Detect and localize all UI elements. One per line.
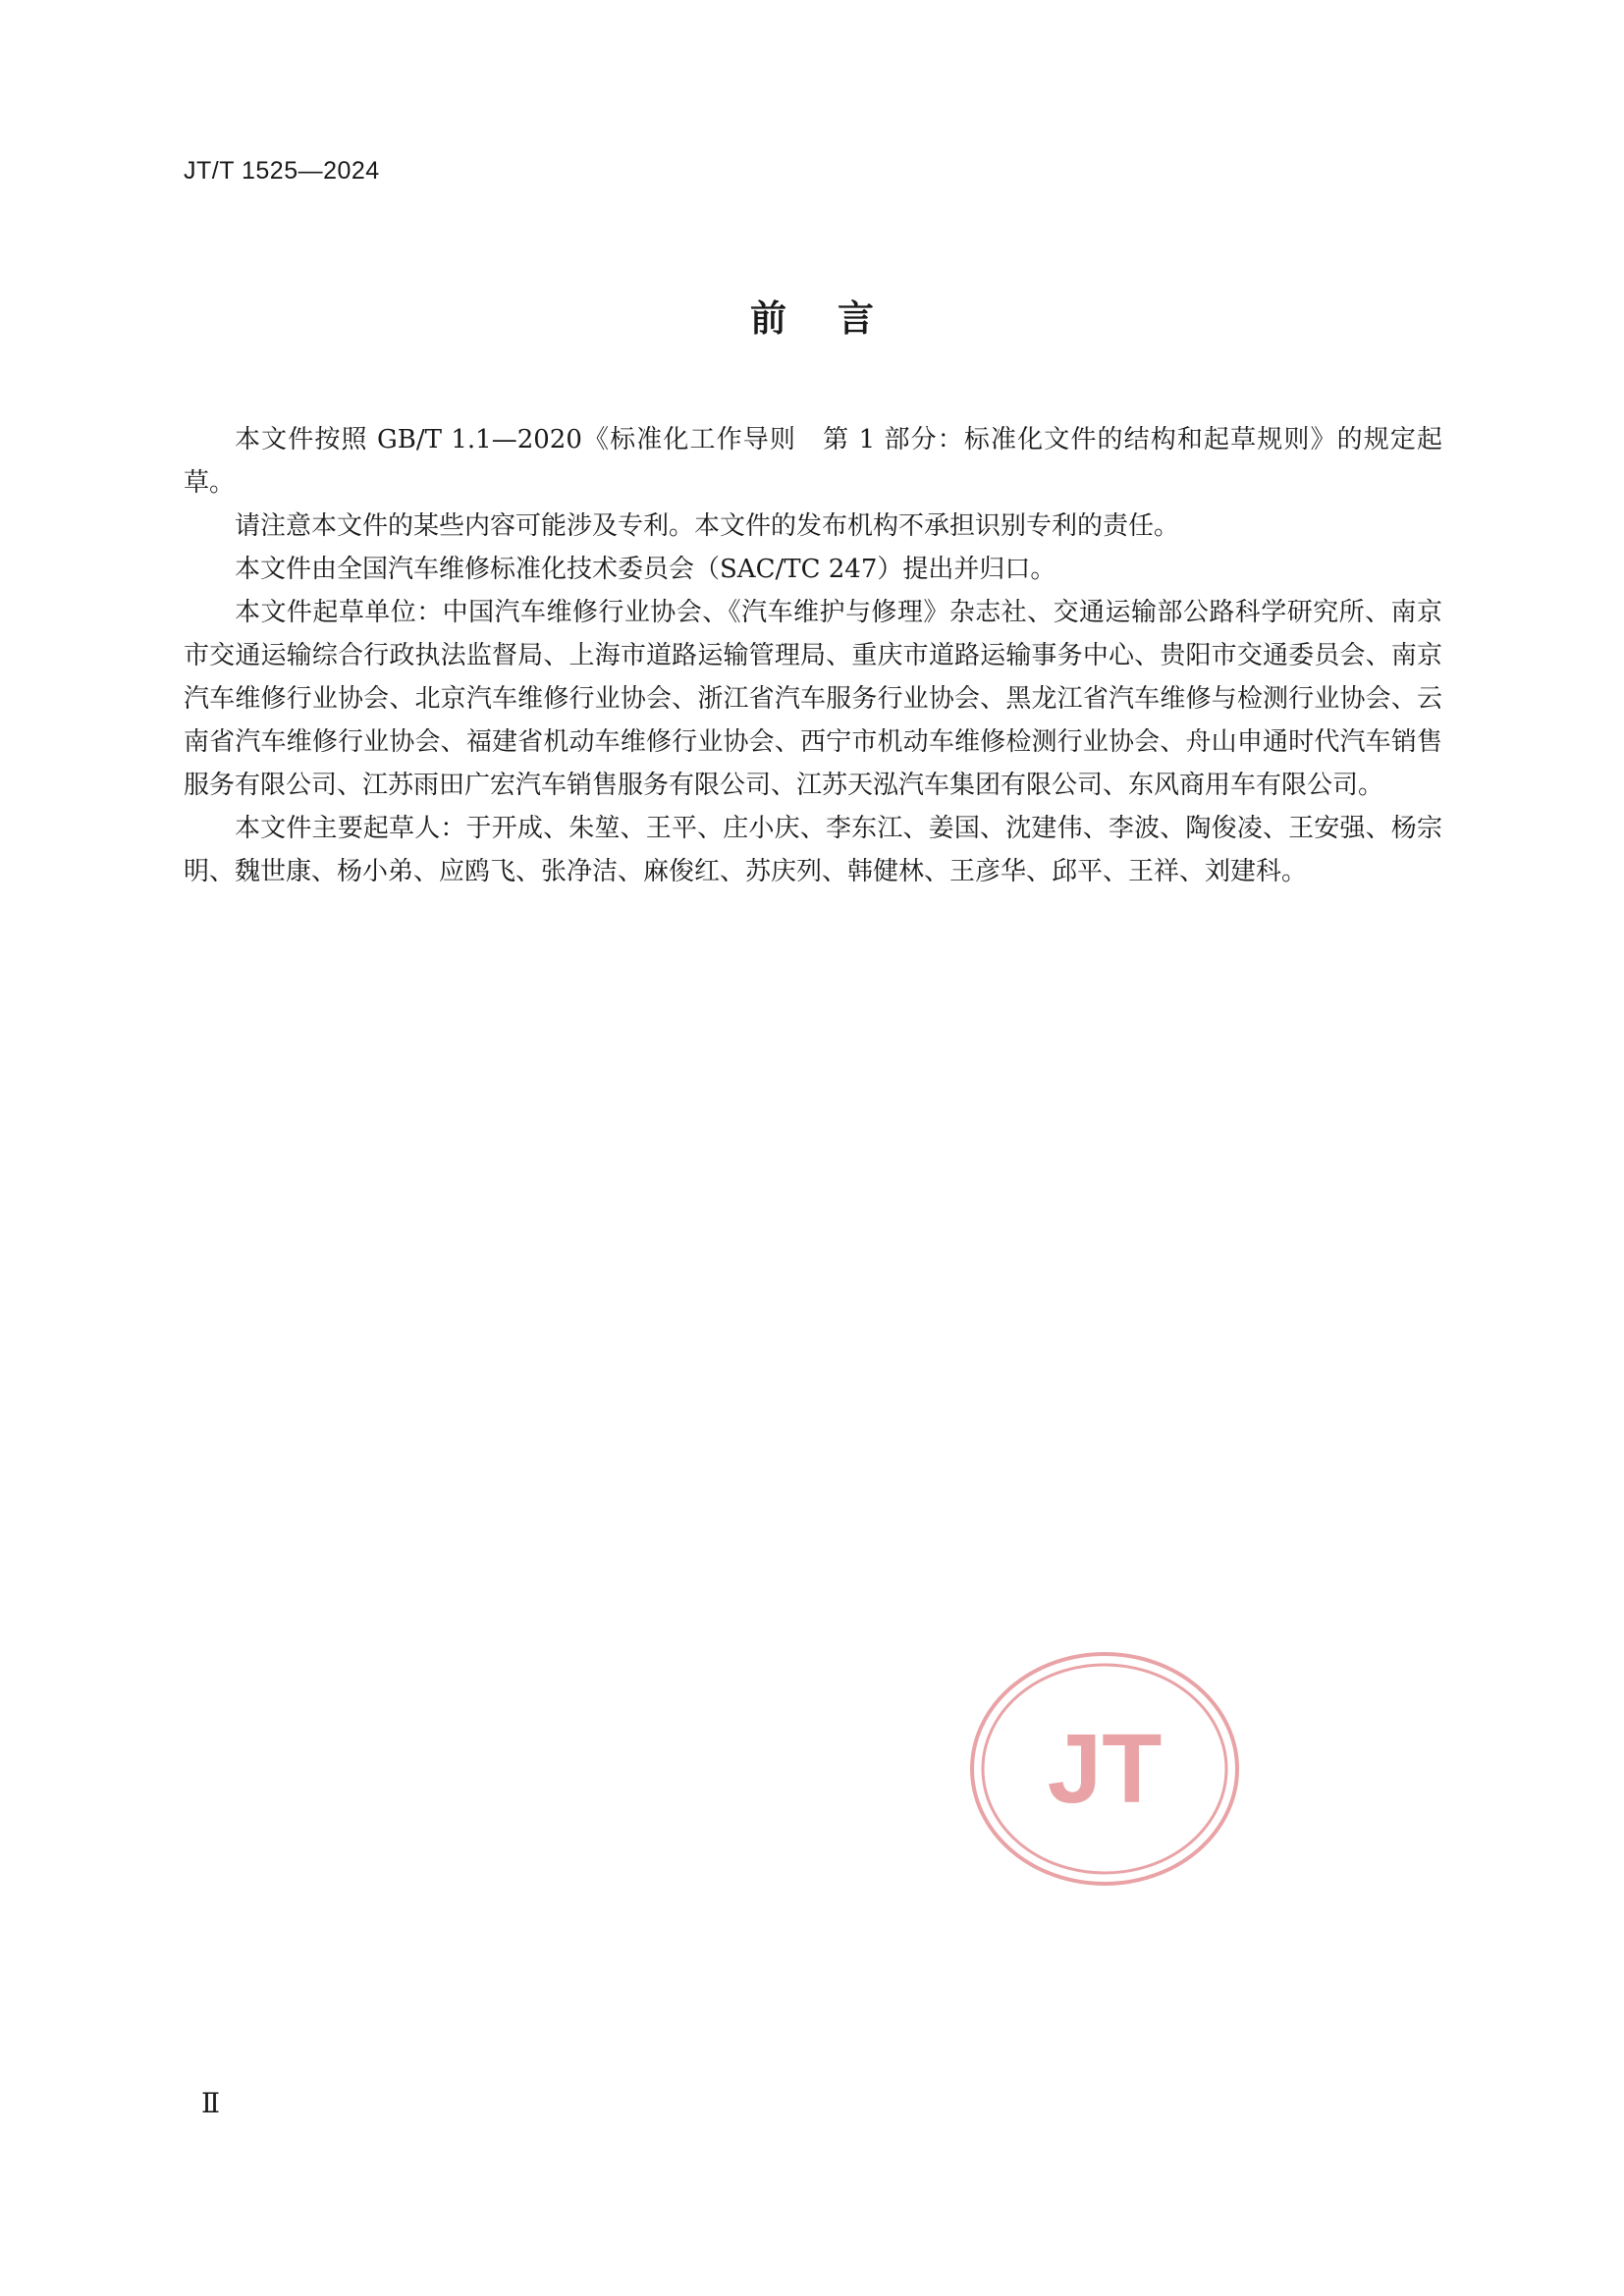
- standard-code: JT/T 1525—2024: [184, 157, 380, 185]
- page-number: Ⅱ: [201, 2087, 221, 2119]
- seal-lettering: JT: [1047, 1714, 1163, 1824]
- paragraph-drafting-units: 本文件起草单位：中国汽车维修行业协会、《汽车维护与修理》杂志社、交通运输部公路科学研究所、南京市交通运输综合行政执法监督局、上海市道路运输管理局、重庆市道路运输事务中心、贵阳市交通委员会、南京汽车维修行业协会、北京汽车维修行业协会、浙江省汽车服务行业协会、黑龙江省汽车维修与检测行业协会、云南省汽车维修行业协会、福建省机动车维修行业协会、西宁市机动车维修检测行业协会、舟山申通时代汽车销售服务有限公司、江苏雨田广宏汽车销售服务有限公司、江苏天泓汽车集团有限公司、东风商用车有限公司。: [184, 598, 1442, 800]
- jt-seal-logo: [967, 1649, 1242, 1890]
- paragraph-drafting-rules: 本文件按照 GB/T 1.1—2020《标准化工作导则 第 1 部分：标准化文件的结构和起草规则》的规定起草。: [184, 425, 1442, 498]
- page-title: 前言: [750, 297, 925, 340]
- paragraph-proposer: 本文件由全国汽车维修标准化技术委员会（SAC/TC 247）提出并归口。: [235, 555, 1056, 584]
- body-text: [184, 418, 1442, 893]
- paragraph-drafters: 本文件主要起草人：于开成、朱堃、王平、庄小庆、李东江、姜国、沈建伟、李波、陶俊凌、王安强、杨宗明、魏世康、杨小弟、应鸥飞、张净洁、麻俊红、苏庆列、韩健林、王彦华、邱平、王祥、刘建科。: [184, 814, 1442, 886]
- paragraph-patent-notice: 请注意本文件的某些内容可能涉及专利。本文件的发布机构不承担识别专利的责任。: [235, 511, 1180, 541]
